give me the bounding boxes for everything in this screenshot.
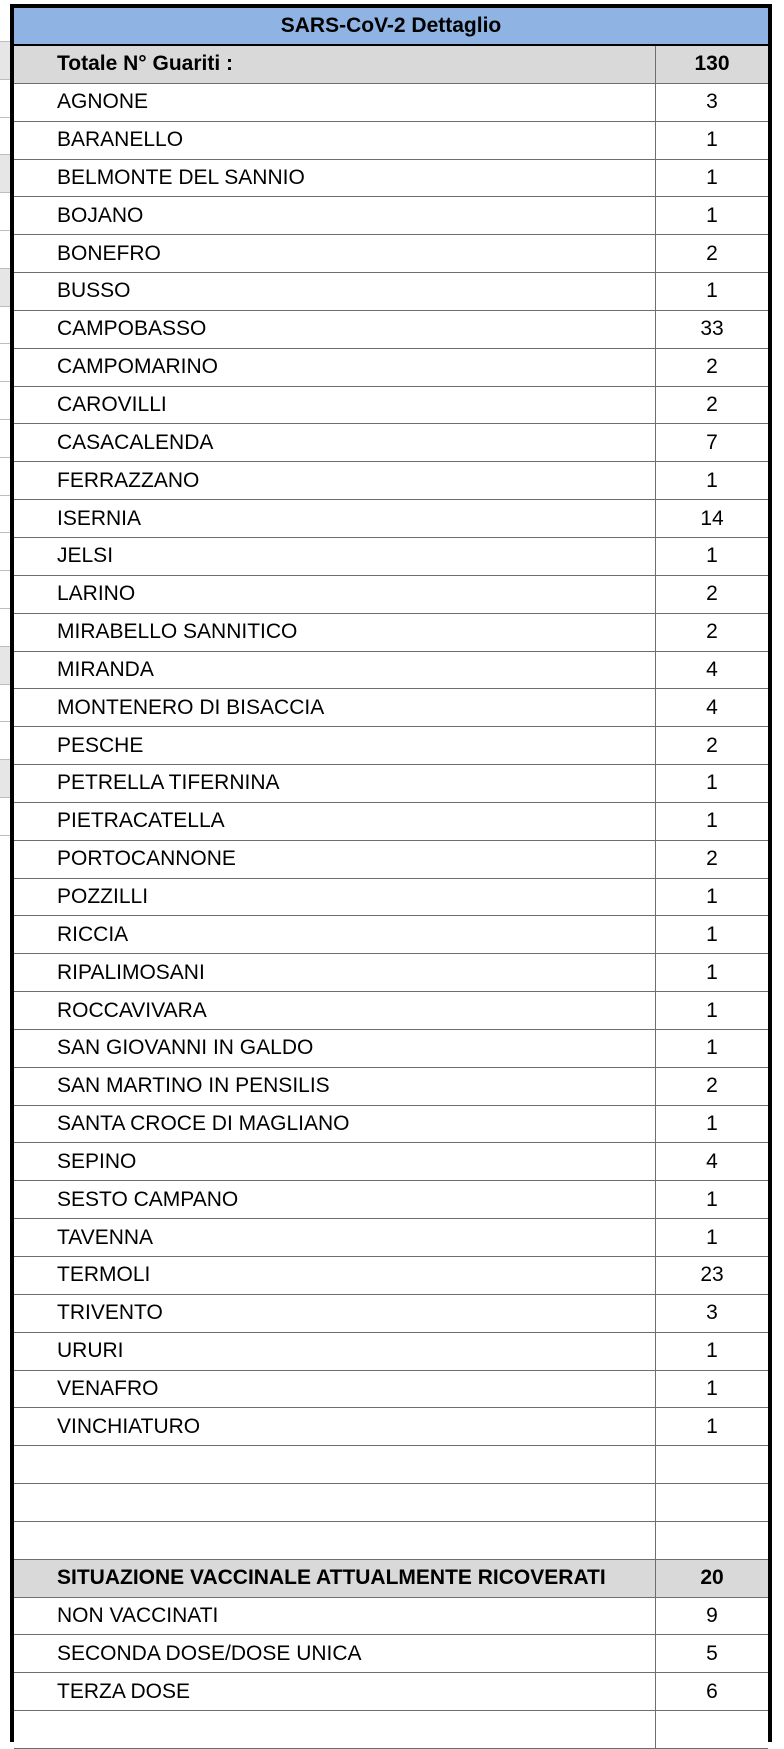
row-value: 7 [706,430,718,454]
table-row [14,122,768,160]
table-row [14,1673,768,1711]
municipality-list [14,84,768,1446]
row-value: 1 [706,1414,718,1438]
row-name: RICCIA [14,916,656,953]
row-value: 1 [706,1225,718,1249]
row-value: 1 [706,1339,718,1363]
table-row [14,992,768,1030]
row-value: 1 [706,960,718,984]
row-name: BONEFRO [14,235,656,272]
row-name: ROCCAVIVARA [14,992,656,1029]
table-row [14,84,768,122]
row-name: JELSI [14,538,656,575]
vaccine-status-row [14,1560,768,1598]
table-row [14,954,768,992]
row-value: 1 [706,279,718,303]
vaccine-status-value: 20 [700,1566,724,1590]
table-row [14,614,768,652]
row-value: 2 [706,355,718,379]
row-name: NON VACCINATI [14,1598,656,1635]
row-name: PIETRACATELLA [14,803,656,840]
row-value: 1 [706,165,718,189]
table-row [14,349,768,387]
row-value: 2 [706,1074,718,1098]
row-name: MONTENERO DI BISACCIA [14,689,656,726]
row-value: 1 [706,1036,718,1060]
row-value: 33 [700,317,724,341]
row-name: TAVENNA [14,1219,656,1256]
table-row [14,652,768,690]
row-value: 3 [706,1301,718,1325]
row-value: 4 [706,1149,718,1173]
empty-row [14,1484,768,1522]
row-value: 4 [706,657,718,681]
total-label: Totale N° Guariti : [14,46,656,83]
total-value: 130 [694,52,730,76]
table-row [14,462,768,500]
table-row [14,765,768,803]
row-value: 1 [706,128,718,152]
row-value: 2 [706,241,718,265]
table-row [14,387,768,425]
row-value: 1 [706,1187,718,1211]
row-name: MIRANDA [14,652,656,689]
table-row [14,1143,768,1181]
row-name: SESTO CAMPANO [14,1181,656,1218]
table-row [14,1257,768,1295]
row-name: ISERNIA [14,500,656,537]
row-value: 23 [700,1263,724,1287]
table-row [14,1181,768,1219]
table-row [14,424,768,462]
row-value: 4 [706,695,718,719]
row-name: SECONDA DOSE/DOSE UNICA [14,1635,656,1672]
empty-row [14,1446,768,1484]
table-row [14,841,768,879]
row-name: TERMOLI [14,1257,656,1294]
row-name: PORTOCANNONE [14,841,656,878]
table-row [14,576,768,614]
table-row [14,803,768,841]
row-value: 1 [706,771,718,795]
table-row [14,1106,768,1144]
empty-row [14,1711,768,1749]
table-row [14,1408,768,1446]
table-row [14,500,768,538]
row-name: PETRELLA TIFERNINA [14,765,656,802]
detail-table [10,4,772,1742]
row-value: 3 [706,90,718,114]
table-row [14,1295,768,1333]
table-row [14,1068,768,1106]
row-name: CASACALENDA [14,424,656,461]
row-name: CAMPOBASSO [14,311,656,348]
row-value: 6 [706,1679,718,1703]
table-row [14,1598,768,1636]
row-name: LARINO [14,576,656,613]
row-name: RIPALIMOSANI [14,954,656,991]
row-value: 1 [706,203,718,227]
row-value: 1 [706,1112,718,1136]
table-row [14,1333,768,1371]
left-strip [0,0,10,1742]
table-row [14,1635,768,1673]
row-name: BUSSO [14,273,656,310]
row-value: 2 [706,620,718,644]
row-value: 1 [706,998,718,1022]
row-name: SAN MARTINO IN PENSILIS [14,1068,656,1105]
row-name: FERRAZZANO [14,462,656,499]
row-name: CAROVILLI [14,387,656,424]
table-title: SARS-CoV-2 Dettaglio [14,8,768,46]
table-row [14,273,768,311]
vaccine-status-label: SITUAZIONE VACCINALE ATTUALMENTE RICOVERATI [14,1560,656,1597]
row-name: PESCHE [14,727,656,764]
row-name: TRIVENTO [14,1295,656,1332]
row-name: MIRABELLO SANNITICO [14,614,656,651]
table-row [14,916,768,954]
table-row [14,311,768,349]
row-value: 2 [706,582,718,606]
total-row [14,46,768,84]
table-row [14,538,768,576]
row-value: 14 [700,506,724,530]
table-row [14,1030,768,1068]
row-value: 5 [706,1641,718,1665]
row-value: 1 [706,884,718,908]
row-name: SAN GIOVANNI IN GALDO [14,1030,656,1067]
table-row [14,235,768,273]
vaccine-list [14,1598,768,1712]
row-name: AGNONE [14,84,656,121]
row-value: 2 [706,847,718,871]
empty-row [14,1522,768,1560]
row-name: TERZA DOSE [14,1673,656,1710]
row-value: 1 [706,1376,718,1400]
row-value: 9 [706,1604,718,1628]
table-row [14,197,768,235]
row-name: SANTA CROCE DI MAGLIANO [14,1106,656,1143]
row-name: CAMPOMARINO [14,349,656,386]
row-value: 2 [706,733,718,757]
row-value: 1 [706,468,718,492]
row-name: URURI [14,1333,656,1370]
row-name: BELMONTE DEL SANNIO [14,160,656,197]
row-value: 2 [706,393,718,417]
row-name: SEPINO [14,1143,656,1180]
row-name: BOJANO [14,197,656,234]
table-row [14,879,768,917]
row-name: POZZILLI [14,879,656,916]
row-name: BARANELLO [14,122,656,159]
table-row [14,727,768,765]
row-value: 1 [706,544,718,568]
table-row [14,689,768,727]
row-value: 1 [706,809,718,833]
table-row [14,160,768,198]
table-row [14,1371,768,1409]
row-name: VENAFRO [14,1371,656,1408]
row-name: VINCHIATURO [14,1408,656,1445]
table-row [14,1219,768,1257]
row-value: 1 [706,922,718,946]
